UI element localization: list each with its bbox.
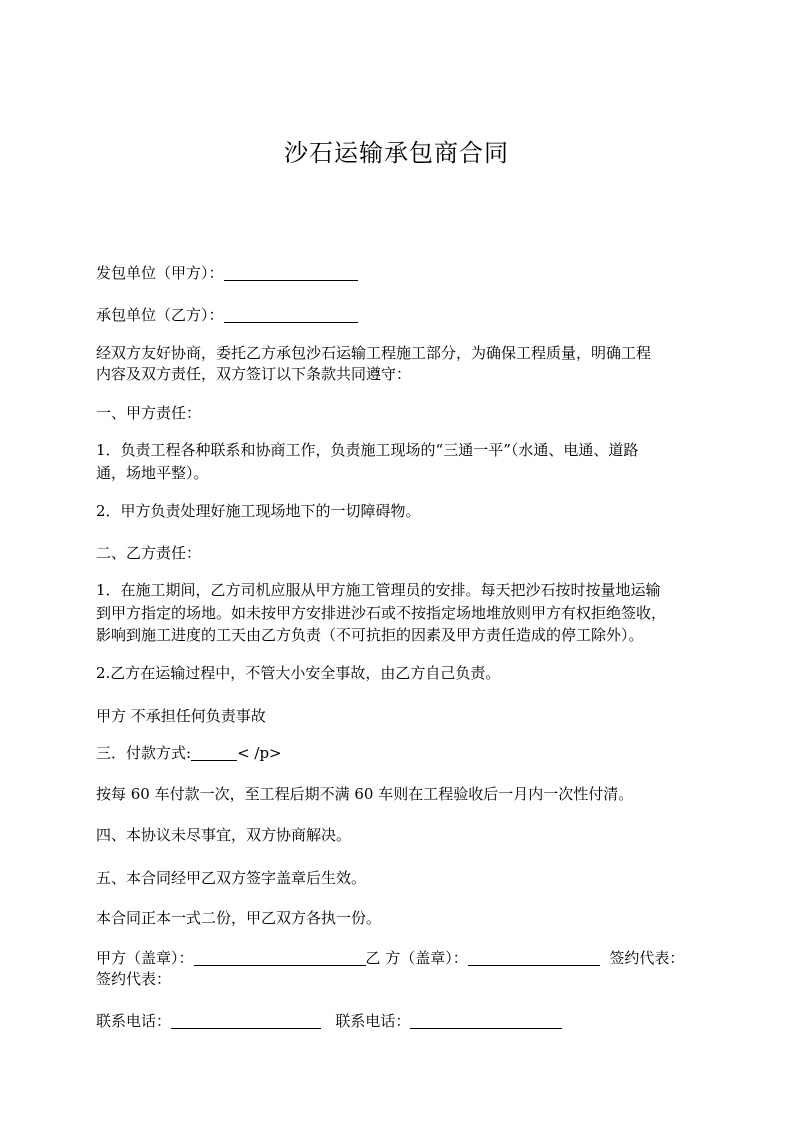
- document-title: 沙石运输承包商合同: [284, 139, 509, 167]
- phone-b-label: 联系电话：: [335, 1012, 411, 1030]
- s2-item2: 2.乙方在运输过程中，不管大小安全事故，由乙方自己负责。: [96, 664, 501, 682]
- phone-a-blank: [171, 1012, 321, 1029]
- phone-b-blank: [410, 1012, 562, 1029]
- section-3-label: 三．付款方式:: [96, 744, 192, 762]
- party-b-row: [96, 303, 706, 326]
- s2-item1-line-1: 1．在施工期间，乙方司机应服从甲方施工管理员的安排。每天把沙石按时按量地运输: [96, 581, 661, 599]
- party-a-no-liability: 甲方 不承担任何负责事故: [96, 707, 266, 725]
- section-1-heading: 一、甲方责任：: [96, 404, 202, 422]
- copies-clause: 本合同正本一式二份，甲乙双方各执一份。: [96, 909, 382, 927]
- sign-b-label: 乙 方（盖章）：: [365, 949, 468, 967]
- party-a-label: 发包单位（甲方）：: [96, 264, 224, 282]
- phone-a-label: 联系电话：: [96, 1012, 172, 1030]
- payment-method-blank: [191, 744, 237, 761]
- s1-item1-line-1: 1．负责工程各种联系和协商工作，负责施工现场的“三通一平”（水通、电通、道路: [96, 441, 639, 459]
- party-a-blank: [224, 264, 358, 281]
- sign-a-label: 甲方（盖章）：: [96, 949, 194, 967]
- s2-item1-line-2: 到甲方指定的场地。如未按甲方安排进沙石或不按指定场地堆放则甲方有权拒绝签收，: [96, 604, 667, 622]
- section-5: 五、本合同经甲乙双方签字盖章后生效。: [96, 869, 367, 887]
- payment-terms: 按每 60 车付款一次，至工程后期不满 60 车则在工程验收后一月内一次性付清。: [96, 785, 634, 803]
- signature-row: [96, 946, 706, 969]
- s1-item1-line-2: 通，场地平整）。: [96, 464, 209, 482]
- section-4: 四、本协议未尽事宜，双方协商解决。: [96, 826, 352, 844]
- section-3-suffix: < /p>: [237, 744, 282, 762]
- sign-rep-b: 签约代表：: [96, 970, 172, 988]
- sign-a-blank: [194, 949, 366, 966]
- intro-line-2: 内容及双方责任，双方签订以下条款共同遵守：: [96, 365, 412, 383]
- sign-rep-a: 签约代表：: [609, 949, 685, 967]
- intro-line-1: 经双方友好协商，委托乙方承包沙石运输工程施工部分，为确保工程质量，明确工程: [96, 344, 652, 362]
- s1-item2: 2．甲方负责处理好施工现场地下的一切障碍物。: [96, 502, 421, 520]
- s2-item1-line-3: 影响到施工进度的工天由乙方负责（不可抗拒的因素及甲方责任造成的停工除外）。: [96, 626, 644, 644]
- section-2-heading: 二、乙方责任：: [96, 544, 202, 562]
- party-b-blank: [224, 306, 358, 323]
- sign-b-blank: [468, 949, 600, 966]
- section-3-row: [96, 741, 706, 764]
- party-b-label: 承包单位（乙方）：: [96, 306, 224, 324]
- party-a-row: [96, 261, 706, 284]
- phone-row: [96, 1009, 706, 1032]
